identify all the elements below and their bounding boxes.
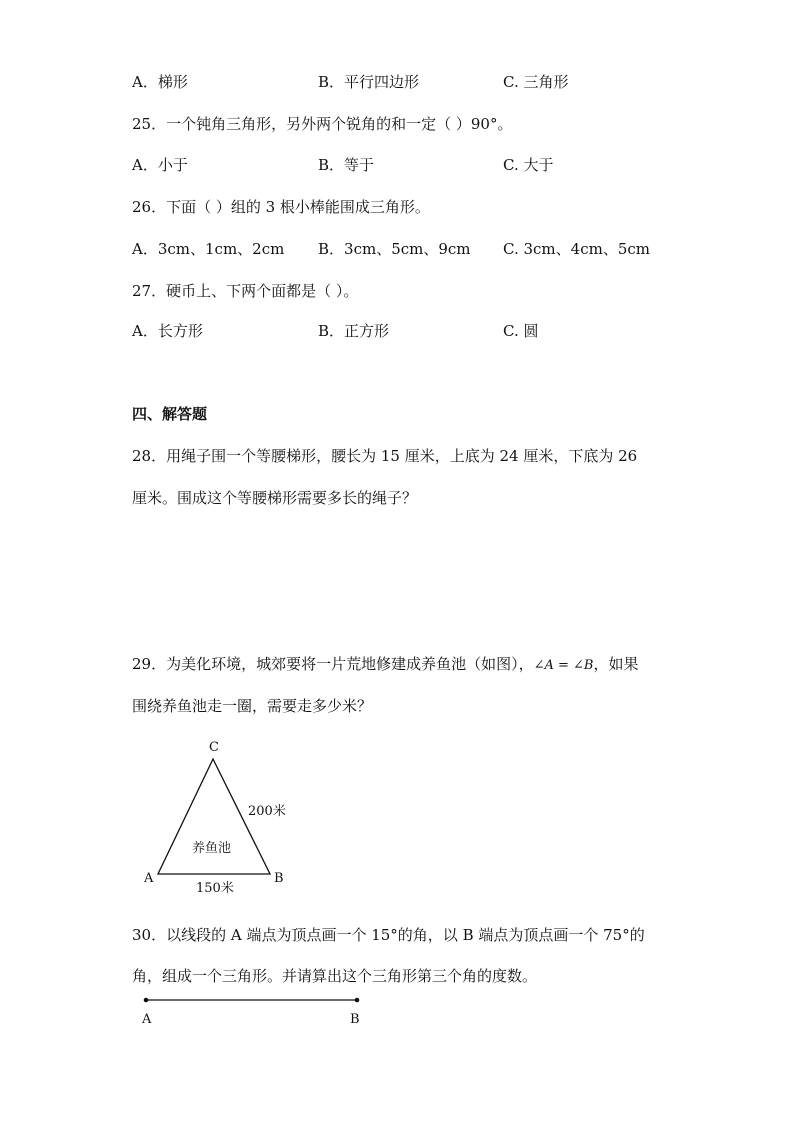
q25-option-b: B．等于 <box>318 156 375 174</box>
q26-question: 26．下面（ ）组的 3 根小棒能围成三角形。 <box>132 198 430 216</box>
q26-option-a: A．3cm、1cm、2cm <box>132 240 285 258</box>
q24-option-c: C. 三角形 <box>503 73 569 91</box>
q30-question-line1: 30．以线段的 A 端点为顶点画一个 15°的角，以 B 端点为顶点画一个 75°的 <box>132 926 645 944</box>
vertex-c-label: C <box>209 740 219 755</box>
side-cb-label: 200米 <box>248 804 286 819</box>
endpoint-a-label: A <box>142 1012 152 1027</box>
q29-question-line1 <box>132 654 639 676</box>
q27-option-b: B．正方形 <box>318 322 390 340</box>
q29-text-part1: 29．为美化环境，城郊要将一片荒地修建成养鱼池（如图）， <box>132 655 534 673</box>
q29-text-part2: ，如果 <box>593 655 639 673</box>
q24-option-a: A．梯形 <box>132 73 188 91</box>
side-ab-label: 150米 <box>196 881 234 896</box>
q30-question-line2: 角，组成一个三角形。并请算出这个三角形第三个角的度数。 <box>132 967 538 985</box>
fish-pond-triangle-figure <box>0 736 794 936</box>
vertex-b-label: B <box>274 871 284 886</box>
q27-option-c: C. 圆 <box>503 322 539 340</box>
q27-question: 27．硬币上、下两个面都是（ ）。 <box>132 282 359 300</box>
q29-question-line2: 围绕养鱼池走一圈，需要走多少米？ <box>132 697 373 715</box>
section-heading: 四、解答题 <box>132 405 208 423</box>
q29-angle-expression: ∠A = ∠B <box>533 658 594 673</box>
pond-label: 养鱼池 <box>192 841 232 856</box>
q25-option-a: A．小于 <box>132 156 188 174</box>
q28-question-line2: 厘米。围成这个等腰梯形需要多长的绳子？ <box>132 489 418 507</box>
vertex-a-label: A <box>144 871 154 886</box>
q25-option-c: C. 大于 <box>503 156 554 174</box>
q27-option-a: A．长方形 <box>132 322 203 340</box>
segment-ab-figure <box>0 990 794 1030</box>
endpoint-a <box>144 998 149 1003</box>
q26-option-b: B．3cm、5cm、9cm <box>318 240 471 258</box>
endpoint-b <box>355 998 360 1003</box>
q24-option-b: B．平行四边形 <box>318 73 420 91</box>
q25-question: 25．一个钝角三角形，另外两个锐角的和一定（ ）90°。 <box>132 115 513 133</box>
q26-option-c: C. 3cm、4cm、5cm <box>503 240 650 258</box>
endpoint-b-label: B <box>350 1012 360 1027</box>
q28-question-line1: 28．用绳子围一个等腰梯形，腰长为 15 厘米，上底为 24 厘米，下底为 26 <box>132 447 638 465</box>
